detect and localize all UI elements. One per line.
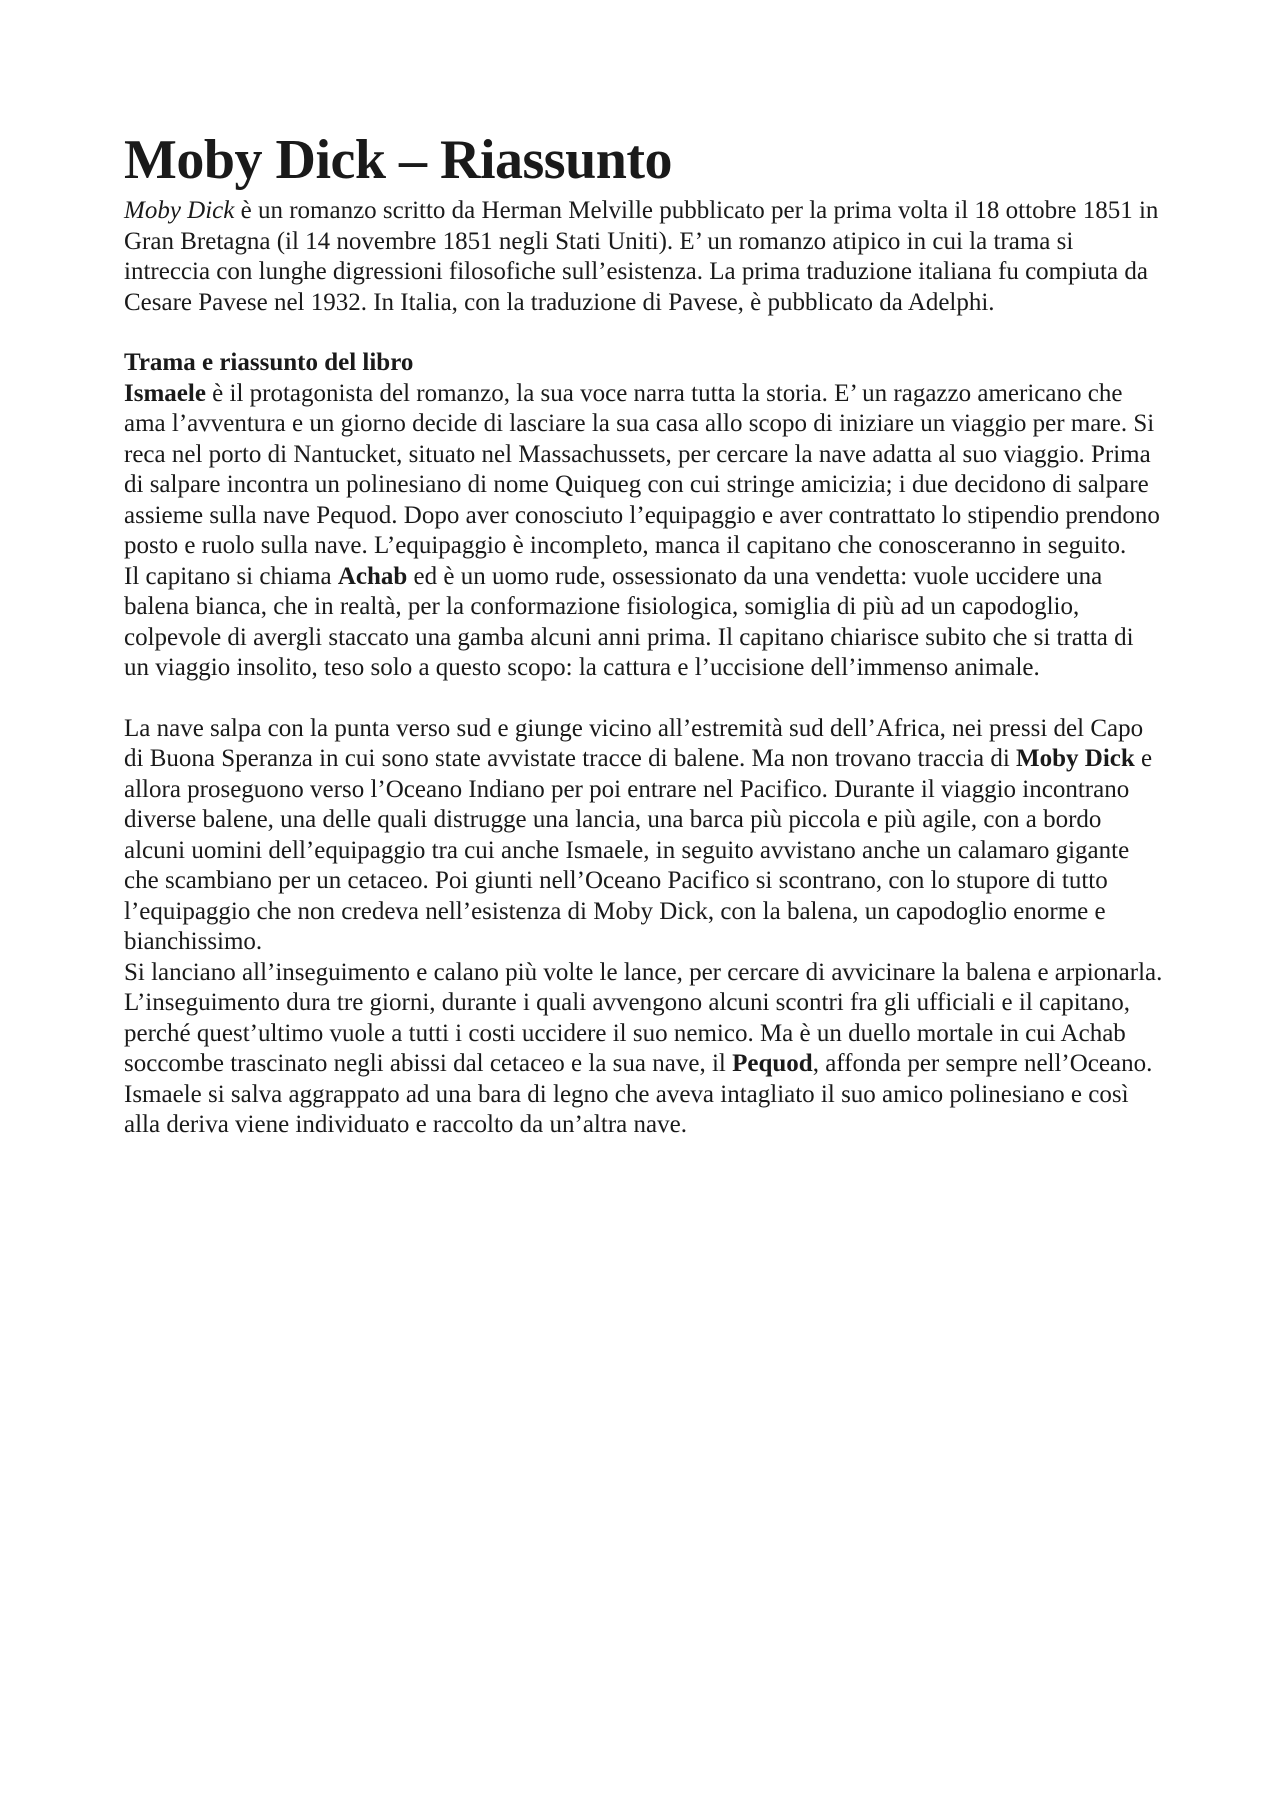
- plot-paragraph-1: [124, 379, 1164, 562]
- spacer: [124, 684, 1164, 714]
- plot-paragraph-3-text-2: e allora proseguono verso l’Oceano Indiano per poi entrare nel Pacifico. Durante il viaggio incontrano diverse balene, una delle quali distrugge una lancia, una barca più piccola e più agile, con a bordo alcuni uomini dell’equipaggio tra cui anche Ismaele, in seguito avvistano anche un calamaro gigante che scambiano per un cetaceo. Poi giunti nell’Oceano Pacifico si scontrano, con lo stupore di tutto l’equipaggio che non credeva nell’esistenza di Moby Dick, con la balena, un capodoglio enorme e bianchissimo.: [124, 745, 1153, 955]
- plot-paragraph-1-text: è il protagonista del romanzo, la sua voce narra tutta la storia. E’ un ragazzo americano che ama l’avventura e un giorno decide di lasciare la sua casa allo scopo di iniziare un viaggio per mare. Si reca nel porto di Nantucket, situato nel Massachussets, per cercare la nave adatta al suo viaggio. Prima di salpare incontra un polinesiano di nome Quiqueg con cui stringe amicizia; i due decidono di salpare assieme sulla nave Pequod. Dopo aver conosciuto l’equipaggio e aver contrattato lo stipendio prendono posto e ruolo sulla nave. L’equipaggio è incompleto, manca il capitano che conosceranno in seguito.: [124, 379, 1160, 559]
- plot-paragraph-2-text-2: ed è un uomo rude, ossessionato da una vendetta: vuole uccidere una balena bianca, che in realtà, per la conformazione fisiologica, somiglia di più ad un capodoglio, colpevole di avergli staccato una gamba alcuni anni prima. Il capitano chiarisce subito che si tratta di un viaggio insolito, teso solo a questo scopo: la cattura e l’uccisione dell’immenso animale.: [124, 562, 1134, 681]
- plot-paragraph-3-text-1: La nave salpa con la punta verso sud e giunge vicino all’estremità sud dell’Africa, nei pressi del Capo di Buona Speranza in cui sono state avvistate tracce di balene. Ma non trovano traccia di: [124, 714, 1144, 772]
- name-moby-dick: Moby Dick: [1016, 745, 1135, 772]
- spacer: [124, 318, 1164, 348]
- section-heading: Trama e riassunto del libro: [124, 349, 414, 376]
- plot-paragraph-2-text-1: Il capitano si chiama: [124, 562, 338, 590]
- plot-paragraph-4-text-2: , affonda per sempre nell’Oceano. Ismaele si salva aggrappato ad una bara di legno che aveva intagliato il suo amico polinesiano e così alla deriva viene individuato e raccolto da un’altra nave.: [124, 1050, 1153, 1138]
- name-ismaele: Ismaele: [124, 379, 206, 407]
- name-achab: Achab: [337, 562, 408, 590]
- plot-paragraph-4: [124, 958, 1164, 1141]
- document-page: [124, 128, 1164, 1141]
- plot-paragraph-2: [124, 562, 1164, 684]
- document-title: Moby Dick – Riassunto: [124, 129, 673, 191]
- name-pequod: Pequod: [732, 1050, 813, 1077]
- intro-text: è un romanzo scritto da Herman Melville pubblicato per la prima volta il 18 ottobre 1851 in Gran Bretagna (il 14 novembre 1851 negli Stati Uniti). E’ un romanzo atipico in cui la trama si intreccia con lunghe digressioni filosofiche sull’esistenza. La prima traduzione italiana fu compiuta da Cesare Pavese nel 1932. In Italia, con la traduzione di Pavese, è pubblicato da Adelphi.: [124, 197, 1159, 316]
- plot-paragraph-4-text-1: Si lanciano all’inseguimento e calano più volte le lance, per cercare di avvicinare la balena e arpionarla. L’inseguimento dura tre giorni, durante i quali avvengono alcuni scontri fra gli ufficiali e il capitano, perché quest’ultimo vuole a tutti i costi uccidere il suo nemico. Ma è un duello mortale in cui Achab soccombe trascinato negli abissi dal cetaceo e la sua nave, il: [124, 958, 1163, 1077]
- intro-book-title: Moby Dick: [124, 197, 235, 224]
- intro-paragraph: [124, 196, 1164, 318]
- plot-paragraph-3: [124, 714, 1164, 958]
